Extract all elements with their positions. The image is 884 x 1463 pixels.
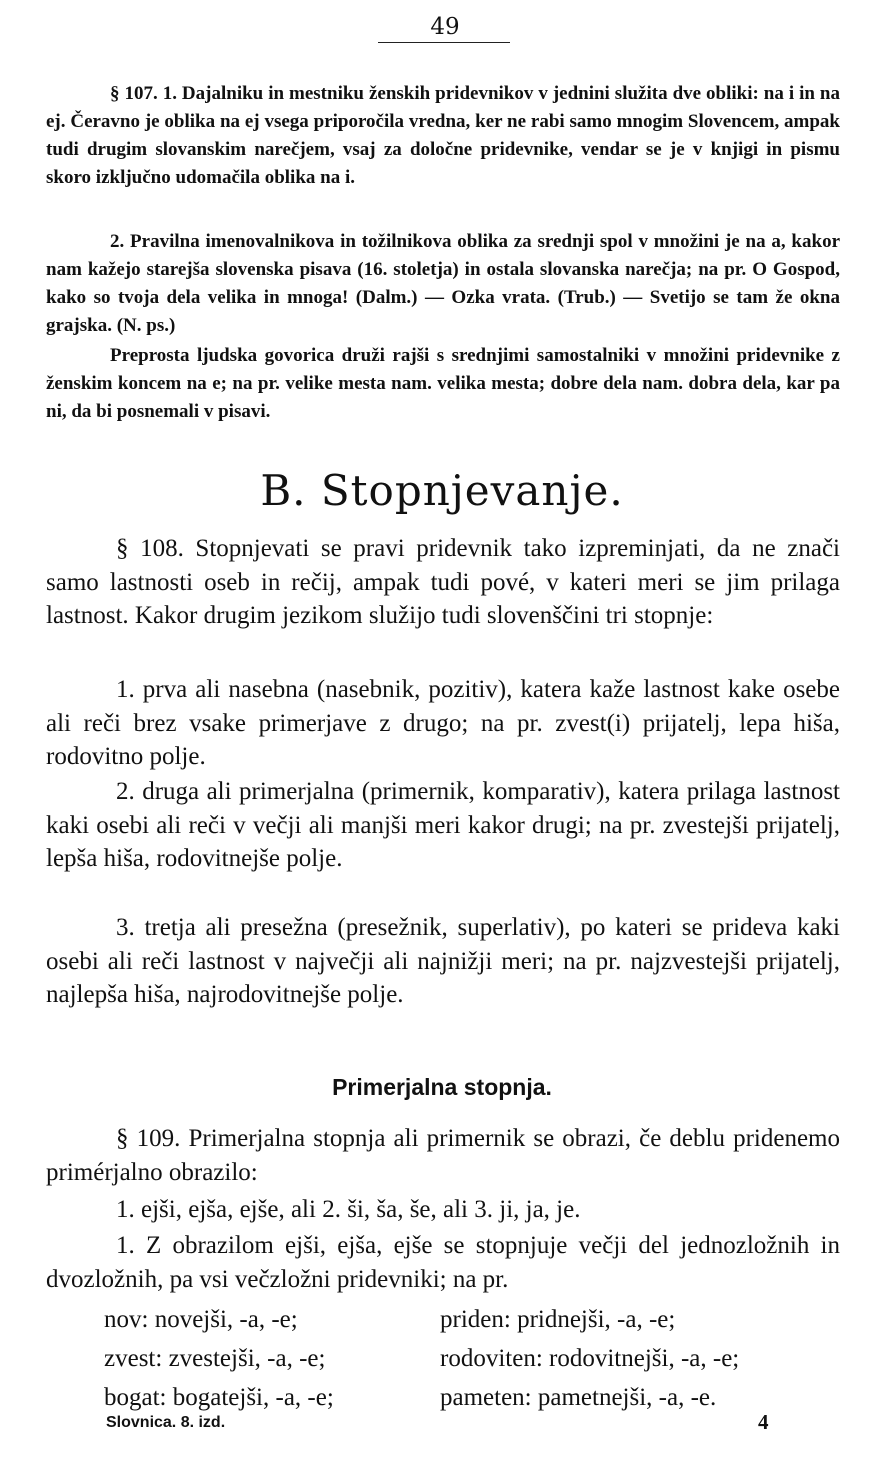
table-row: [104, 1339, 860, 1378]
section-109-paragraph-2: 1. ejši, ejša, ejše, ali 2. ši, ša, še, ali 3. ji, ja, je.: [116, 1196, 581, 1223]
section-107-paragraph-1: § 107. 1. Dajalniku in mestniku ženskih pridevnikov v jednini služita dve obliki: na i in na ej. Čeravno je oblika na ej vsega priporočila vredna, ker ne rabi samo mnogim Slovencem, ampak tudi drugim slovanskim narečjem, vsaj za določne pridevnike, vendar se je v knjigi in pismu skoro izključno udomačila oblika na i.: [46, 83, 840, 188]
header-rule: [378, 42, 510, 43]
table-row: [104, 1300, 860, 1339]
section-108-paragraph-4: 3. tretja ali presežna (presežnik, superlativ), po kateri se prideva kaki osebi ali reči lastnost v največji ali najnižji meri; na pr. najzvestejši prijatelj, najlepša hiša, najrodovitnejše polje.: [46, 914, 840, 1008]
section-109-paragraph-3: 1. Z obrazilom ejši, ejša, ejše se stopnjuje večji del jednozložnih in dvozložnih, pa vsi večzložni pridevniki; na pr.: [46, 1232, 840, 1293]
footer-signature: Slovnica. 8. izd.: [106, 1414, 226, 1431]
example-cell: pameten: pametnejši, -a, -e.: [440, 1384, 717, 1411]
section-108-paragraph-3: 2. druga ali primerjalna (primernik, komparativ), katera prilaga lastnost kaki osebi ali reči v večji ali manjši meri kakor drugi; na pr. zvestejši prijatelj, lepša hiša, rodovitnejše polje.: [46, 778, 840, 872]
example-cell: rodoviten: rodovitnejši, -a, -e;: [440, 1345, 740, 1372]
section-108-paragraph-1: § 108. Stopnjevati se pravi pridevnik tako izpreminjati, da ne znači samo lastnosti oseb in rečij, ampak tudi pové, v kateri meri se jim prilaga lastnost. Kakor drugim jezikom služijo tudi slovenščini tri stopnje:: [46, 535, 840, 629]
footer-sheet-number: 4: [758, 1410, 769, 1434]
example-cell: zvest: zvestejši, -a, -e;: [104, 1345, 326, 1372]
section-109-paragraph-1: § 109. Primerjalna stopnja ali primernik se obrazi, če deblu pridenemo primérjalno obrazilo:: [46, 1125, 840, 1186]
example-cell: nov: novejši, -a, -e;: [104, 1306, 298, 1333]
example-cell: bogat: bogatejši, -a, -e;: [104, 1384, 334, 1411]
example-cell: priden: pridnejši, -a, -e;: [440, 1306, 676, 1333]
page-number: 49: [430, 14, 460, 40]
table-row: [104, 1378, 860, 1417]
section-107-paragraph-3: Preprosta ljudska govorica druži rajši s srednjimi samostalniki v množini pridevnike z ženskim koncem na e; na pr. velike mesta nam. velika mesta; dobre dela nam. dobra dela, kar pa ni, da bi posnemali v pisavi.: [46, 345, 840, 422]
examples-table: [104, 1300, 860, 1417]
chapter-heading: B. Stopnjevanje.: [260, 466, 624, 515]
section-108-paragraph-2: 1. prva ali nasebna (nasebnik, pozitiv), katera kaže lastnost kake osebe ali reči brez vsake primerjave z drugo; na pr. zvest(i) prijatelj, lepa hiša, rodovitno polje.: [46, 676, 840, 770]
section-107-paragraph-2: 2. Pravilna imenovalnikova in tožilnikova oblika za srednji spol v množini je na a, kakor nam kažejo starejša slovenska pisava (16. stoletja) in ostala slovanska narečja; na pr. O Gospod, kako so tvoja dela velika in mnoga! (Dalm.) — Ozka vrata. (Trub.) — Svetijo se tam že okna grajska. (N. ps.): [46, 231, 840, 336]
section-subheading: Primerjalna stopnja.: [332, 1074, 552, 1100]
